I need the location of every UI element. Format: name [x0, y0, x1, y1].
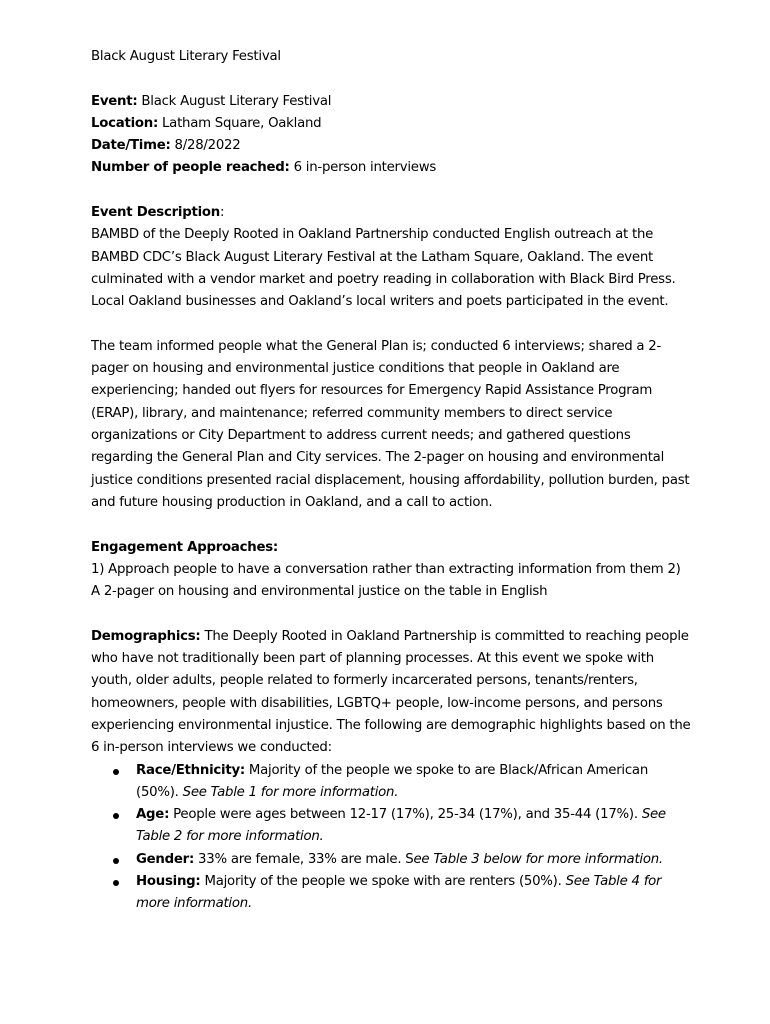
- event-field: [91, 91, 691, 113]
- datetime-field: [91, 135, 691, 157]
- bullet-icon: [113, 858, 119, 864]
- bullet-note: See Table 2 for more information.: [136, 807, 666, 845]
- document-heading: Black August Literary Festival: [91, 49, 281, 64]
- bullet-icon: [113, 769, 119, 775]
- engagement-text: 1) Approach people to have a conversation rather than extracting information from them 2) A 2-pager on housing and environmental justice on the table in English: [91, 561, 681, 600]
- description-colon: :: [219, 205, 225, 221]
- spacer: [91, 180, 691, 202]
- list-item: [91, 760, 691, 805]
- spacer: [91, 514, 691, 536]
- spacer: [91, 603, 691, 625]
- bullet-label: Housing:: [136, 873, 201, 889]
- bullet-label: Age:: [136, 807, 170, 823]
- description-paragraph-1: BAMBD of the Deeply Rooted in Oakland Partnership conducted English outreach at the BAMBD CDC’s Black August Literary Festival at the Latham Square, Oakland. The event culminated with a vendor market and poetry reading in collaboration with Black Bird Press. Local Oakland businesses and Oakland’s local writers and poets participated in the event.: [91, 227, 676, 310]
- datetime-value: 8/28/2022: [170, 138, 241, 154]
- spacer: [91, 68, 691, 90]
- document-page: [91, 46, 691, 916]
- list-item: [91, 849, 691, 871]
- bullet-label: Race/Ethnicity:: [136, 762, 245, 778]
- demographics-list: [91, 760, 691, 916]
- spacer: [91, 314, 691, 336]
- demographics-label: Demographics:: [91, 628, 201, 644]
- bullet-label: Gender:: [136, 851, 195, 867]
- bullet-note: See Table 1 for more information.: [182, 784, 399, 800]
- description-label: Event Description: [91, 205, 220, 221]
- engagement-label: Engagement Approaches:: [91, 539, 278, 555]
- bullet-icon: [113, 813, 119, 819]
- bullet-note: ee Table 3 below for more information.: [413, 851, 663, 867]
- reached-field: [91, 157, 691, 179]
- event-label: Event:: [91, 93, 138, 109]
- bullet-text: Majority of the people we spoke with are renters (50%).: [200, 873, 566, 889]
- list-item: [91, 804, 691, 849]
- bullet-text: 33% are female, 33% are male. S: [194, 851, 414, 867]
- reached-value: 6 in-person interviews: [289, 160, 437, 176]
- engagement-heading: [91, 537, 691, 559]
- datetime-label: Date/Time:: [91, 138, 171, 154]
- list-item: [91, 871, 691, 916]
- location-value: Latham Square, Oakland: [158, 115, 322, 131]
- reached-label: Number of people reached:: [91, 160, 290, 176]
- bullet-icon: [113, 880, 119, 886]
- location-label: Location:: [91, 115, 159, 131]
- bullet-note: See Table 4 for more information.: [136, 873, 662, 912]
- bullet-text: Majority of the people we spoke to are Black/African American (50%).: [136, 762, 649, 800]
- description-paragraph-2: The team informed people what the General Plan is; conducted 6 interviews; shared a 2-pager on housing and environmental justice conditions that people in Oakland are experiencing; handed out flyers for resources for Emergency Rapid Assistance Program (ERAP), library, and maintenance; referred community members to direct service organizations or City Department to address current needs; and gathered questions regarding the General Plan and City services. The 2-pager on housing and environmental justice conditions presented racial displacement, housing affordability, pollution burden, past and future housing production in Oakland, and a call to action.: [91, 338, 690, 510]
- description-heading: [91, 202, 691, 224]
- demographics-paragraph: [91, 626, 691, 760]
- location-field: [91, 113, 691, 135]
- bullet-text: People were ages between 12-17 (17%), 25-34 (17%), and 35-44 (17%).: [169, 807, 642, 823]
- event-value: Black August Literary Festival: [137, 93, 332, 109]
- demographics-text: The Deeply Rooted in Oakland Partnership is committed to reaching people who have not traditionally been part of planning processes. At this event we spoke with youth, older adults, people related to formerly incarcerated persons, tenants/renters, homeowners, people with disabilities, LGBTQ+ people, low-income persons, and persons experiencing environmental injustice. The following are demographic highlights based on the 6 in-person interviews we conducted:: [91, 628, 691, 756]
